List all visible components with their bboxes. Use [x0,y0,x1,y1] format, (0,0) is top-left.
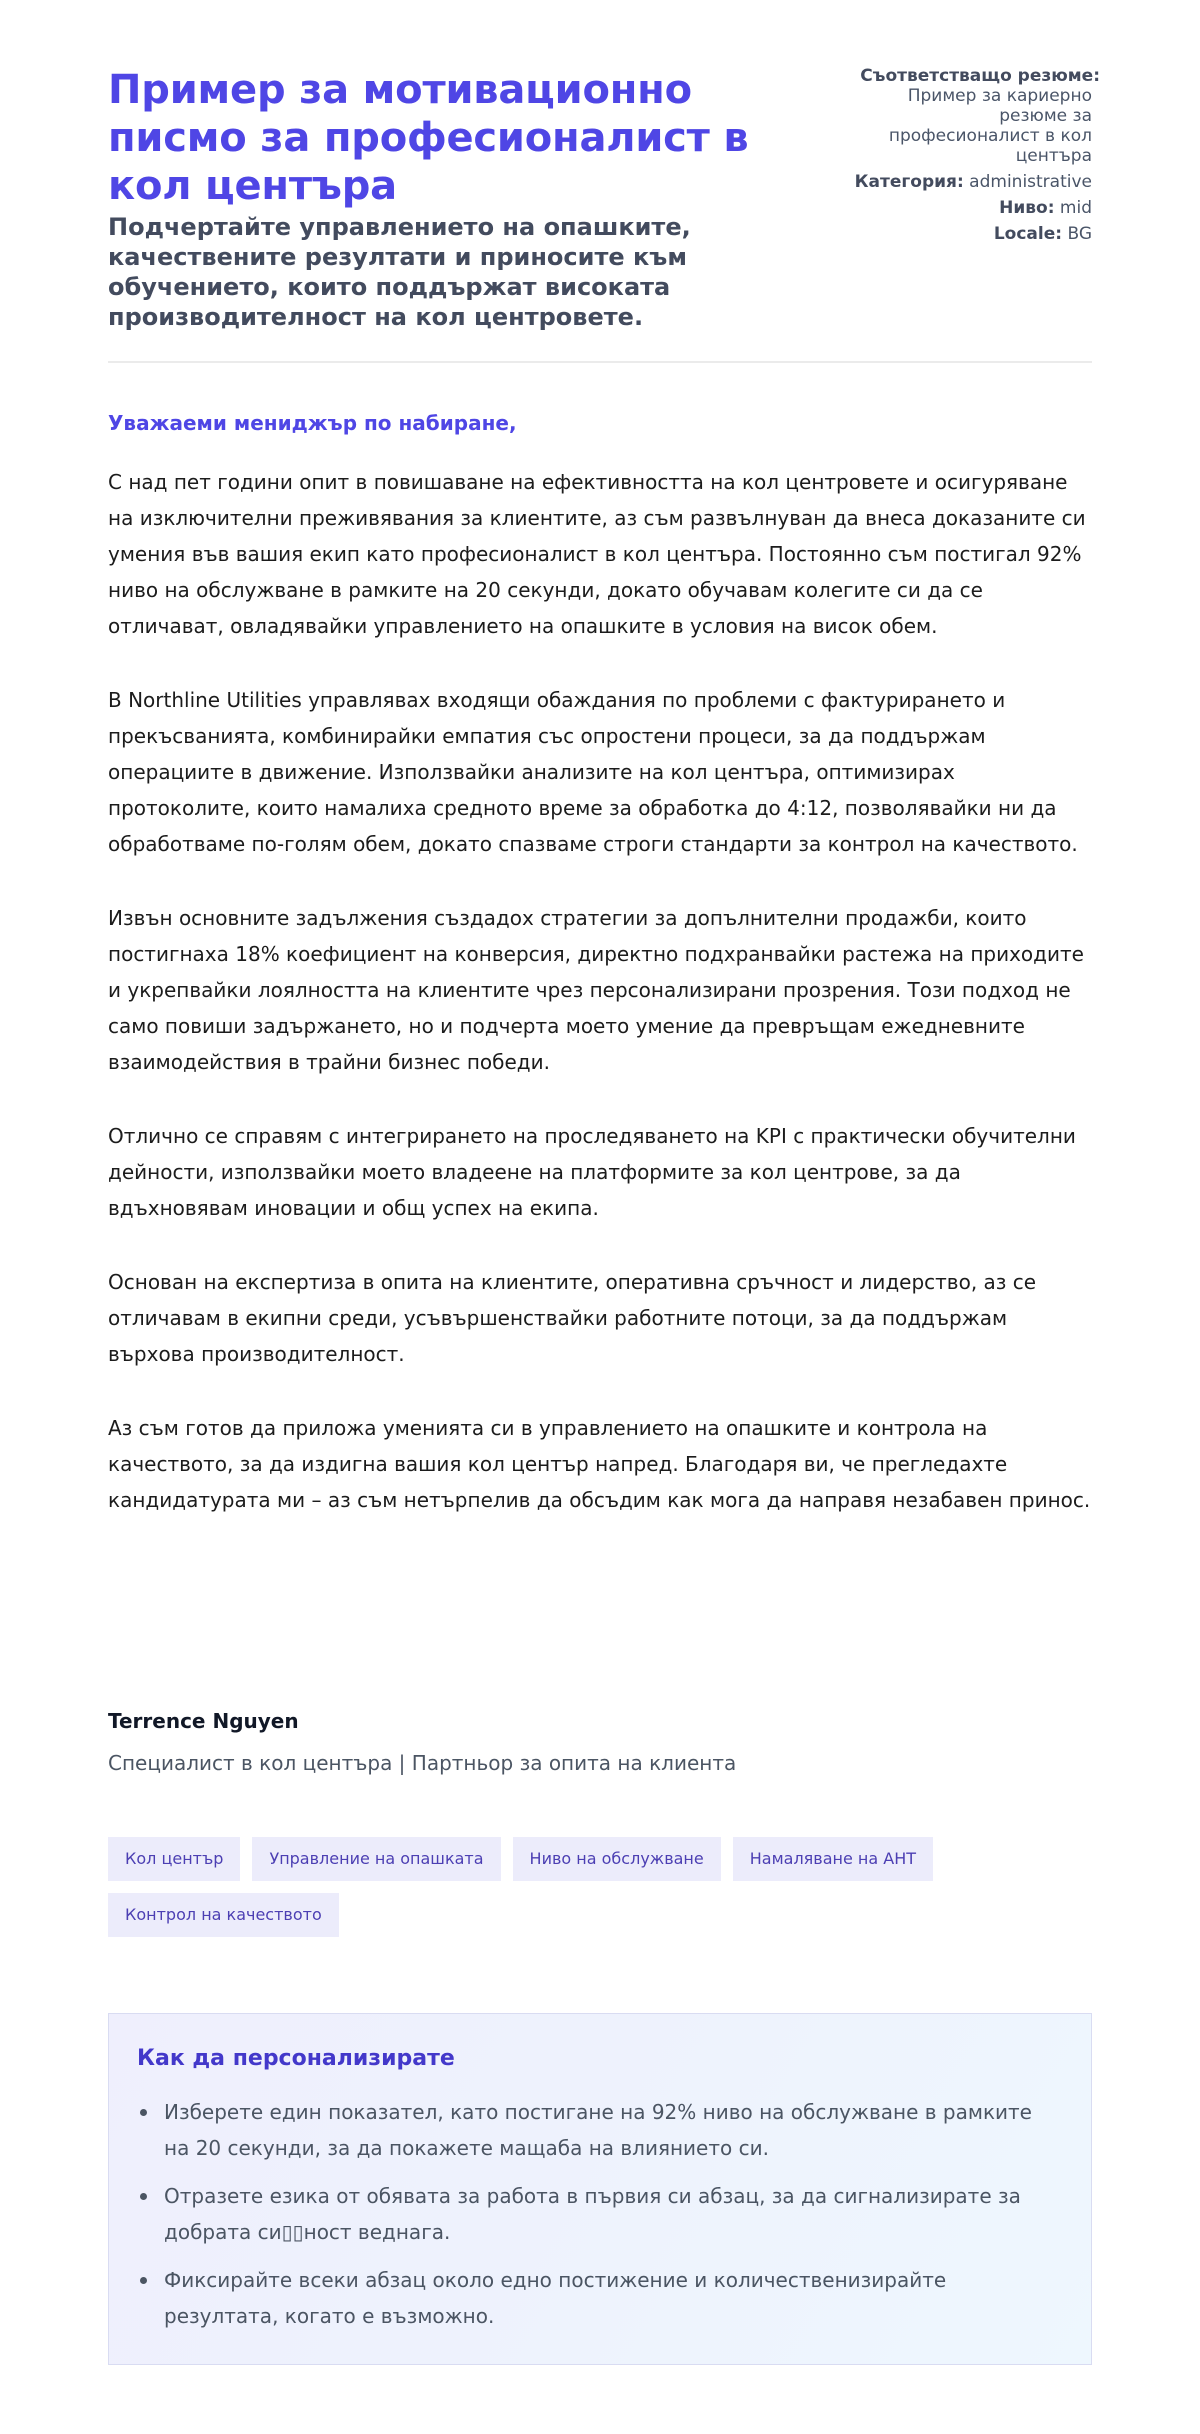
meta-locale [812,224,1092,244]
meta-matching-resume [812,66,1100,166]
tag-chip[interactable]: Ниво на обслужване [513,1837,721,1881]
tip-item [137,2262,1061,2334]
page-subtitle: Подчертайте управлението на опашките, качествените резултати и приносите към обучението, които поддържат високата производителност на кол центровете. [108,213,691,331]
page-header [108,0,1100,332]
bullet-icon [140,2193,147,2200]
customization-tips-box [108,2013,1092,2365]
bullet-icon [140,2109,147,2116]
tip-text: Отразете езика от обявата за работа в първия си абзац, за да сигнализирате за добрата си▯▯ност веднага. [164,2184,1021,2244]
signature-name: Terrence Nguyen [108,1709,299,1733]
meta-resume-link[interactable]: Пример за кариерно резюме за професионалист в кол центъра [888,86,1092,166]
tag-chip[interactable]: Контрол на качеството [108,1893,339,1937]
letter-paragraph: Извън основните задължения създадох стратегии за допълнителни продажби, които постигнаха 18% коефициент на конверсия, директно подхранвайки растежа на приходите и укрепвайки лоялността на клиентите чрез персонализирани прозрения. Този подход не само повиши задържането, но и подчерта моето умение да превръщам ежедневните взаимодействия в трайни бизнес победи. [108,906,1084,1074]
tag-chip[interactable]: Кол център [108,1837,240,1881]
header-divider [108,361,1092,363]
tag-chip[interactable]: Намаляване на AHT [733,1837,933,1881]
meta-category-value: administrative [969,172,1092,192]
meta-category [812,172,1092,192]
meta-panel [812,66,1100,250]
tip-item [137,2178,1061,2250]
letter-paragraph: В Northline Utilities управлявах входящи обаждания по проблеми с фактурирането и прекъсванията, комбинирайки емпатия със опростени процеси, за да поддържам операциите в движение. Използвайки анализите на кол центъра, оптимизирах протоколите, които намалиха средното време за обработка до 4:12, позволявайки ни да обработваме по-голям обем, докато спазваме строги стандарти за контрол на качеството. [108,688,1078,856]
tip-text: Изберете един показател, като постигане на 92% ниво на обслужване в рамките на 20 секунди, за да покажете мащаба на влиянието си. [164,2100,1032,2160]
meta-level-value: mid [1059,198,1092,218]
header-left [108,66,768,332]
meta-locale-value: BG [1067,224,1092,244]
letter-greeting: Уважаеми мениджър по набиране, [108,411,517,435]
letter-paragraph: С над пет години опит в повишаване на ефективността на кол центровете и осигуряване на изключителни преживявания за клиентите, аз съм развълнуван да внеса доказаните си умения във вашия екип като професионалист в кол центъра. Постоянно съм постигал 92% ниво на обслужване в рамките на 20 секунди, докато обучавам колегите си да се отличават, овладявайки управлението на опашките в условия на висок обем. [108,470,1086,638]
tag-chip[interactable]: Управление на опашката [252,1837,500,1881]
tips-title: Как да персонализирате [137,2046,455,2071]
cover-letter-page [108,0,1100,2328]
tips-list [137,2094,1061,2334]
bullet-icon [140,2277,147,2284]
meta-resume-label: Съответстващо резюме: [860,66,1100,86]
letter-paragraph: Основан на експертиза в опита на клиентите, оперативна сръчност и лидерство, аз се отличавам в екипни среди, усъвършенствайки работните потоци, за да поддържам върхова производителност. [108,1270,1037,1366]
tag-list [108,1837,1092,1937]
letter-body [108,464,1092,1556]
signature-block [108,1706,736,1778]
signature-title: Специалист в кол центъра | Партньор за опита на клиента [108,1751,737,1775]
letter-paragraph: Аз съм готов да приложа уменията си в управлението на опашките и контрола на качеството, за да издигна вашия кол център напред. Благодаря ви, че прегледахте кандидатурата ми – аз съм нетърпелив да обсъдим как мога да направя незабавен принос. [108,1416,1091,1512]
meta-level-label: Ниво: [999,198,1055,218]
tip-item [137,2094,1061,2166]
letter-paragraph: Отлично се справям с интегрирането на проследяването на KPI с практически обучителни дейности, използвайки моето владеене на платформите за кол центрове, за да вдъхновявам иновации и общ успех на екипа. [108,1124,1076,1220]
meta-locale-label: Locale: [993,224,1063,244]
page-title: Пример за мотивационно писмо за професионалист в кол центъра [108,67,749,209]
tip-text: Фиксирайте всеки абзац около едно постижение и количественизирайте резултата, когато е възможно. [164,2268,947,2328]
meta-level [812,198,1092,218]
meta-category-label: Категория: [854,172,964,192]
